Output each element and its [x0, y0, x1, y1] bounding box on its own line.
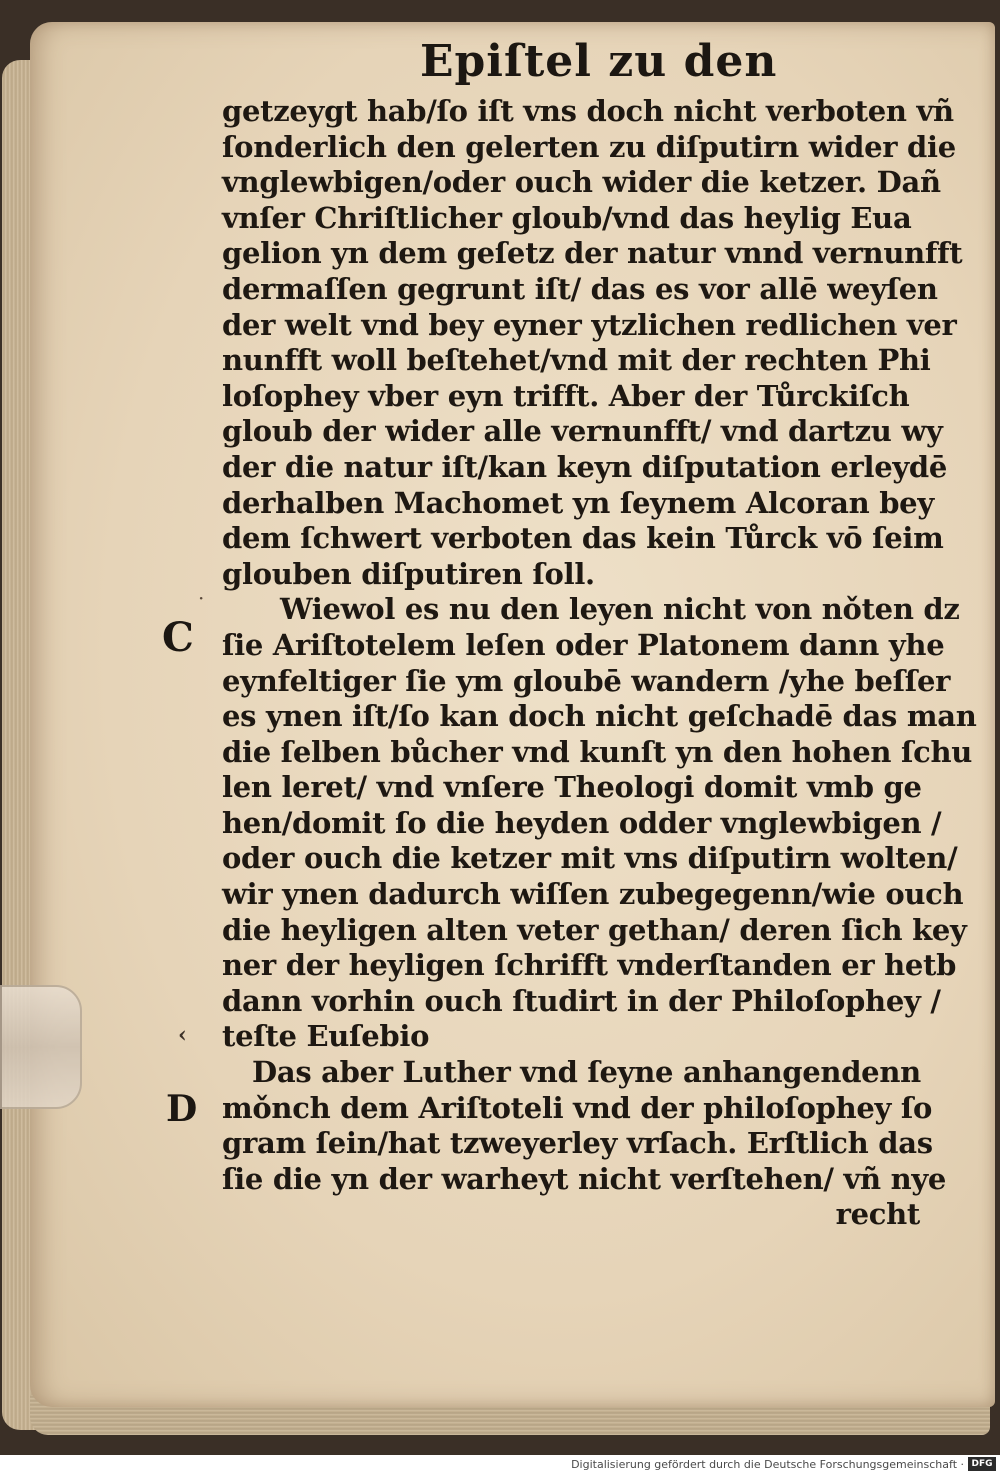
- margin-mark-icon: ‹: [178, 1022, 187, 1048]
- text-line: oder ouch die ketzer mit vns diſputirn wolten/: [222, 841, 958, 876]
- text-line: die heyligen alten veter gethan/ deren ſich key: [222, 912, 967, 947]
- text-line: gloub der wider alle vernunfft/ vnd dartzu wy: [222, 414, 943, 449]
- text-line: ſonderlich den gelerten zu diſputirn wider die: [222, 129, 956, 164]
- text-line: dermaſſen gegrunt iſt/ das es vor allē weyſen: [222, 271, 938, 306]
- margin-letter-c: C: [162, 614, 194, 661]
- body-text: [222, 94, 977, 1233]
- catchword: recht: [835, 1197, 920, 1232]
- text-line: ſie die yn der warheyt nicht verſtehen/ vñ nye: [222, 1161, 947, 1196]
- text-line: glouben diſputiren ſoll.: [222, 556, 595, 591]
- section-mark-icon: ·: [198, 586, 205, 610]
- text-line: ſie Ariſtotelem leſen oder Platonem dann yhe: [222, 627, 945, 662]
- text-line: loſophey vber eyn trifft. Aber der Tůrckiſch: [222, 378, 910, 413]
- page-clip: [0, 985, 82, 1109]
- text-line: dem ſchwert verboten das kein Tůrck vō ſeim: [222, 521, 944, 556]
- dfg-logo: DFG: [968, 1457, 996, 1471]
- text-line: mǒnch dem Ariſtoteli vnd der philoſophey ſo: [222, 1090, 933, 1125]
- text-line: teſte Euſebio: [222, 1019, 430, 1054]
- text-line: es ynen iſt/ſo kan doch nicht geſchadē das man: [222, 699, 977, 734]
- text-line: der welt vnd bey eyner ytzlichen redlichen ver: [222, 307, 957, 342]
- text-line: vnglewbigen/oder ouch wider die ketzer. Dañ: [222, 165, 941, 200]
- text-line: hen/domit ſo die heyden odder vnglewbigen /: [222, 805, 942, 840]
- text-line: dann vorhin ouch ſtudirt in der Philoſophey /: [222, 983, 941, 1018]
- text-line: gelion yn dem geſetz der natur vnnd vernunfft: [222, 236, 963, 271]
- text-line: Wiewol es nu den leyen nicht von nǒten dz: [280, 592, 960, 627]
- text-line: vnſer Chriſtlicher gloub/vnd das heylig Eua: [222, 200, 912, 235]
- text-line: ner der heyligen ſchrifft vnderſtanden er hetb: [222, 948, 957, 983]
- text-line: gram ſein/hat tzweyerley vrſach. Erſtlich das: [222, 1126, 933, 1161]
- text-line: der die natur iſt/kan keyn diſputation erleydē: [222, 449, 948, 484]
- margin-letter-d: D: [166, 1088, 198, 1130]
- text-line: len leret/ vnd vnſere Theologi domit vmb ge: [222, 770, 922, 805]
- text-line: wir ynen dadurch wiſſen zubegegenn/wie ouch: [222, 877, 964, 912]
- text-line: die ſelben bůcher vnd kunſt yn den hohen ſchu: [222, 734, 973, 769]
- text-line: eynfeltiger ſie ym gloubē wandern /yhe beſſer: [222, 663, 951, 698]
- text-line: Das aber Luther vnd ſeyne anhangendenn: [252, 1055, 921, 1090]
- text-line: nunfft woll beſtehet/vnd mit der rechten Phi: [222, 343, 931, 378]
- text-line: derhalben Machomet yn ſeynem Alcoran bey: [222, 485, 934, 520]
- funding-credit: Digitalisierung gefördert durch die Deutsche Forschungsgemeinschaft ·: [571, 1458, 964, 1471]
- text-line: getzeygt hab/ſo iſt vns doch nicht verboten vñ: [222, 94, 954, 128]
- running-header: Epiſtel zu den: [420, 36, 778, 87]
